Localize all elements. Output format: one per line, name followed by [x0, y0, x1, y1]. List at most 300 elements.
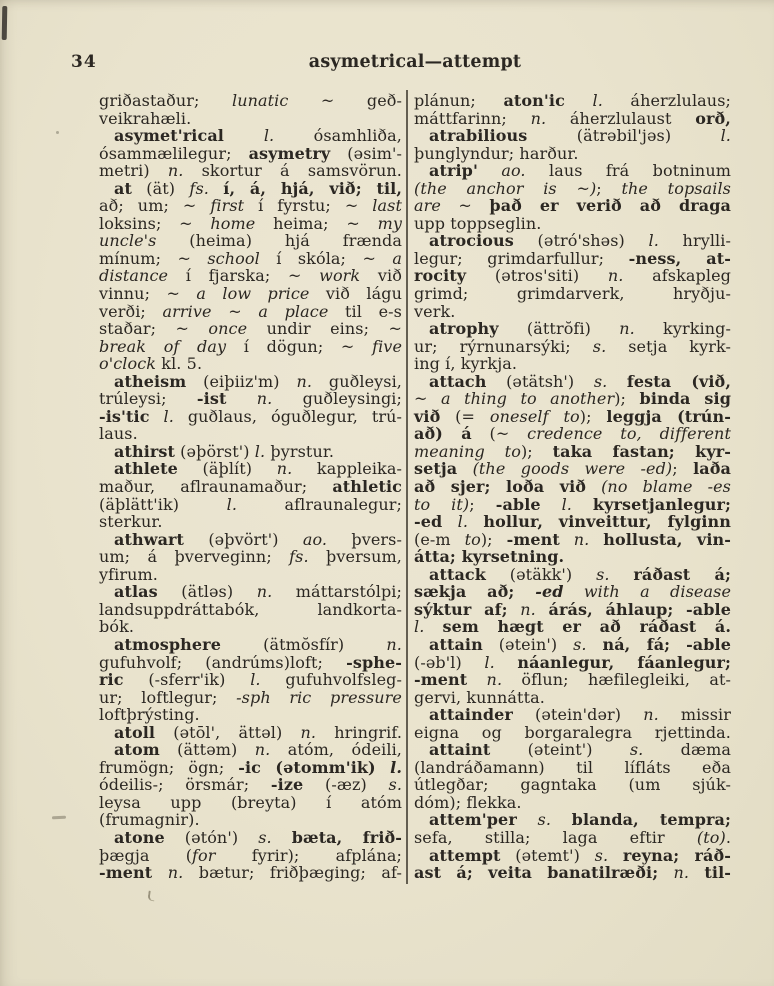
- text-segment: athwart: [114, 529, 185, 549]
- text-segment: þægja (: [99, 845, 193, 865]
- text-segment: (ətōl', ättəl): [155, 722, 301, 742]
- dictionary-line: [414, 162, 731, 180]
- text-segment: öflun; hæfilegleiki, at-: [502, 670, 731, 690]
- dictionary-line: [99, 162, 402, 180]
- dictionary-line: [414, 654, 731, 672]
- dictionary-line: [414, 583, 731, 601]
- text-segment: heima; ~: [255, 213, 378, 233]
- scan-speck: [56, 131, 59, 134]
- text-segment: festa (við,: [626, 371, 732, 391]
- dictionary-line: [414, 338, 731, 356]
- text-segment: kappleika-: [292, 459, 402, 479]
- text-segment: -ed: [414, 512, 443, 532]
- dictionary-line: [99, 320, 402, 338]
- dictionary-line: [99, 864, 402, 882]
- text-segment: í, á, hjá, við; til,: [223, 178, 403, 198]
- text-segment: hringrif.: [316, 722, 402, 742]
- dictionary-line: [99, 250, 402, 268]
- text-segment: áherzlulaust: [546, 108, 696, 128]
- text-segment: í fyrstu; ~: [244, 196, 373, 216]
- text-segment: -ic: [238, 757, 262, 777]
- dictionary-line: [99, 145, 402, 163]
- text-segment: oneself to: [489, 406, 580, 426]
- text-segment: árás, áhlaup;: [535, 599, 687, 619]
- text-segment: -able: [495, 494, 541, 514]
- text-segment: trúleysi;: [99, 389, 197, 409]
- text-segment: atrophy: [429, 319, 499, 339]
- text-segment: guðleysi,: [312, 371, 402, 391]
- text-segment: sterkur.: [99, 512, 163, 532]
- text-segment: meaning to: [414, 441, 521, 461]
- text-segment: ;: [596, 178, 622, 198]
- text-segment: laus.: [99, 424, 138, 444]
- text-segment: to: [464, 529, 481, 549]
- text-segment: ur; loftlegur;: [99, 687, 237, 707]
- text-segment: athlete: [114, 459, 178, 479]
- text-segment: (ätrəbil'jəs): [527, 126, 721, 146]
- text-segment: credence to,: [527, 424, 642, 444]
- text-segment: );: [480, 529, 507, 549]
- text-segment: náanlegur, fáanlegur;: [517, 652, 732, 672]
- text-segment: sækja að;: [414, 582, 536, 602]
- text-segment: [589, 530, 603, 549]
- text-segment: l.: [457, 512, 469, 532]
- text-segment: átta; kyrsetning.: [414, 547, 565, 567]
- dictionary-line: [414, 689, 731, 707]
- text-segment: (~: [471, 424, 528, 444]
- dictionary-line: [414, 478, 731, 496]
- text-segment: laus frá botninum: [525, 161, 731, 181]
- text-segment: verði;: [99, 301, 163, 321]
- text-segment: n.: [256, 389, 273, 409]
- dictionary-line: [99, 303, 402, 321]
- dictionary-line: [414, 373, 731, 391]
- text-segment: l.: [648, 231, 659, 251]
- text-segment: atlas: [114, 582, 158, 602]
- text-segment: í dögun; ~: [226, 336, 373, 356]
- dictionary-line: [414, 250, 731, 268]
- text-segment: atone: [114, 827, 165, 847]
- text-segment: n.: [167, 863, 184, 883]
- text-segment: kyrking-: [634, 319, 731, 339]
- text-segment: (eiþiiz'm): [186, 371, 297, 391]
- text-segment: við: [414, 406, 441, 426]
- text-segment: (=: [440, 406, 490, 426]
- text-segment: [587, 635, 603, 654]
- text-segment: ur; rýrnunarsýki;: [414, 336, 593, 356]
- text-segment: staðar; ~: [99, 319, 209, 339]
- dictionary-line: [99, 197, 402, 215]
- dictionary-line: [99, 127, 402, 145]
- text-segment: athirst: [114, 441, 175, 461]
- text-segment: [564, 582, 584, 601]
- text-segment: a place: [258, 301, 329, 321]
- text-segment: );: [614, 389, 640, 409]
- text-segment: l.: [250, 670, 261, 690]
- text-segment: home: [210, 213, 256, 233]
- text-segment: n.: [619, 319, 635, 339]
- text-segment: [226, 389, 256, 408]
- text-segment: (ətros'siti): [466, 266, 608, 286]
- text-segment: break of day: [99, 336, 227, 356]
- text-segment: -ist: [196, 389, 227, 409]
- text-segment: guðleysingi;: [272, 389, 403, 409]
- dictionary-line: [99, 92, 402, 110]
- dictionary-line: [99, 215, 402, 233]
- dictionary-line: [99, 548, 402, 566]
- text-segment: lunatic: [231, 91, 289, 110]
- dictionary-line: [414, 320, 731, 338]
- text-segment: s.: [594, 845, 609, 865]
- text-segment: (ətón'): [164, 827, 259, 847]
- text-segment: atom: [114, 740, 160, 760]
- dictionary-line: [99, 496, 402, 514]
- text-segment: athletic: [332, 477, 402, 497]
- dictionary-line: [99, 741, 402, 759]
- text-segment: ósamhliða,: [274, 126, 402, 146]
- text-segment: (ətemt'): [500, 845, 595, 865]
- text-segment: kl. 5.: [156, 354, 203, 374]
- text-segment: ~: [211, 301, 259, 321]
- text-segment: (-æz): [303, 775, 389, 795]
- text-segment: að; um; ~: [99, 196, 211, 216]
- text-segment: (ətró'shəs): [513, 231, 649, 251]
- dictionary-line: [99, 776, 402, 794]
- dictionary-line: [414, 636, 731, 654]
- dictionary-line: [414, 145, 731, 163]
- text-segment: (heima) hjá frænda: [156, 231, 402, 251]
- text-segment: n.: [254, 740, 271, 760]
- text-segment: -ness, at-: [628, 248, 731, 268]
- text-segment: ráðast á;: [633, 564, 731, 584]
- text-segment: ric: [99, 670, 124, 690]
- scan-speck: [147, 891, 155, 902]
- text-segment: s.: [596, 564, 610, 584]
- text-segment: [468, 512, 483, 531]
- dictionary-line: [99, 338, 402, 356]
- text-segment: -ment: [506, 529, 560, 549]
- text-segment: n.: [256, 582, 273, 602]
- text-segment: distance: [99, 266, 169, 286]
- text-segment: hollur, vinveittur, fylginn: [483, 512, 732, 532]
- text-segment: aflraunalegur;: [237, 494, 403, 514]
- text-segment: máttarstólpi;: [272, 582, 402, 602]
- text-segment: blanda, tempra;: [571, 810, 731, 830]
- text-segment: l.: [163, 406, 174, 426]
- text-segment: taka fastan; kyr-: [552, 441, 731, 461]
- text-segment: (-əb'l): [414, 652, 485, 672]
- text-segment: landsuppdráttabók, landkorta-: [99, 599, 402, 619]
- scan-edge-artifact: [2, 6, 8, 40]
- text-segment: [150, 407, 164, 426]
- text-segment: first: [210, 196, 245, 216]
- dictionary-line: [414, 92, 731, 110]
- text-segment: atrip': [429, 161, 478, 181]
- text-segment: það er verið að draga: [489, 196, 731, 216]
- text-segment: (äþlätt'ik): [99, 494, 227, 514]
- text-segment: guðlaus, óguðlegur, trú-: [173, 406, 403, 426]
- dictionary-line: [414, 215, 731, 233]
- dictionary-line: [414, 566, 731, 584]
- text-segment: l.: [390, 757, 402, 777]
- text-segment: to it): [414, 494, 470, 514]
- dictionary-line: [99, 373, 402, 391]
- text-segment: n.: [530, 108, 547, 128]
- dictionary-line: [414, 110, 731, 128]
- text-segment: (no blame -es: [601, 477, 731, 497]
- text-segment: [541, 495, 562, 514]
- dictionary-line: [414, 408, 731, 426]
- text-segment: til e-s: [328, 301, 402, 321]
- text-segment: um; á þverveginn;: [99, 547, 290, 567]
- dictionary-line: [414, 847, 731, 865]
- text-segment: (to): [696, 827, 726, 847]
- dictionary-line: [99, 601, 402, 619]
- text-segment: l.: [484, 652, 495, 672]
- text-segment: n.: [643, 705, 659, 725]
- text-segment: að) á: [414, 424, 472, 444]
- text-segment: sýktur af;: [414, 599, 521, 619]
- text-segment: different: [659, 424, 731, 444]
- dictionary-line: [414, 285, 731, 303]
- dictionary-line: [99, 636, 402, 654]
- text-segment: -able: [686, 634, 732, 654]
- dictionary-line: [99, 794, 402, 812]
- text-segment: í skóla; ~: [259, 248, 393, 268]
- text-segment: atheism: [114, 371, 187, 391]
- text-segment: -ed: [535, 582, 564, 602]
- text-segment: orð,: [695, 108, 731, 128]
- right-column: [414, 92, 731, 882]
- text-segment: [551, 810, 572, 829]
- text-segment: attack: [429, 564, 486, 584]
- text-segment: fs.: [289, 547, 309, 567]
- dictionary-line: [99, 566, 402, 584]
- text-segment: );: [579, 406, 607, 426]
- text-segment: n.: [573, 529, 590, 549]
- dictionary-line: [414, 618, 731, 636]
- text-segment: a thing to another: [440, 389, 615, 409]
- dictionary-line: [99, 110, 402, 128]
- dictionary-line: [99, 425, 402, 443]
- dictionary-line: [414, 355, 731, 373]
- dictionary-line: [414, 460, 731, 478]
- text-segment: ~ geð-: [288, 91, 402, 110]
- text-segment: [642, 424, 660, 443]
- dictionary-line: [99, 654, 402, 672]
- dictionary-line: [414, 443, 731, 461]
- text-segment: -is'tic: [99, 406, 150, 426]
- text-segment: n.: [167, 161, 184, 181]
- text-segment: a low price: [196, 284, 310, 304]
- text-segment: l.: [254, 441, 266, 461]
- dictionary-line: [99, 829, 402, 847]
- text-segment: attem'per: [429, 810, 517, 830]
- dictionary-line: [414, 741, 731, 759]
- text-segment: [495, 653, 518, 672]
- dictionary-line: [99, 232, 402, 250]
- text-segment: (ətomm'ik): [261, 757, 391, 777]
- dictionary-line: [414, 513, 731, 531]
- text-segment: (ätmŏsfír): [220, 634, 387, 654]
- text-segment: við lágu: [309, 284, 402, 304]
- text-segment: (ät): [131, 178, 190, 198]
- dictionary-line: [414, 180, 731, 198]
- text-segment: laða: [693, 459, 731, 479]
- text-segment: leggja (trún-: [606, 406, 731, 426]
- text-segment: l.: [592, 91, 603, 110]
- text-segment: sem hægt er að ráðast á.: [442, 617, 731, 637]
- dictionary-line: [99, 408, 402, 426]
- text-segment: metri): [99, 161, 168, 181]
- text-segment: five: [372, 336, 403, 356]
- text-segment: undir eins; ~: [247, 319, 402, 339]
- text-segment: maður, aflraunamaður;: [99, 477, 333, 497]
- text-segment: (ättrŏfi): [498, 319, 620, 339]
- text-segment: [478, 161, 501, 180]
- text-segment: n.: [300, 722, 317, 742]
- text-segment: atóm, ódeili,: [270, 740, 402, 760]
- text-segment: grimd; grimdarverk, hryðju-: [414, 284, 731, 304]
- text-segment: l.: [561, 494, 572, 514]
- dictionary-line: [414, 706, 731, 724]
- text-segment: -sphe-: [346, 652, 402, 672]
- text-segment: afskapleg: [623, 266, 731, 286]
- text-segment: [517, 810, 538, 829]
- text-segment: [607, 372, 627, 391]
- text-segment: frumögn; ögn;: [99, 757, 239, 777]
- text-segment: gervi, kunnátta.: [414, 687, 545, 707]
- text-segment: hollusta, vin-: [603, 529, 731, 549]
- text-segment: [467, 670, 486, 689]
- text-segment: with a disease: [583, 582, 732, 602]
- dictionary-line: [99, 618, 402, 636]
- text-segment: mínum; ~: [99, 248, 208, 268]
- dictionary-line: [99, 355, 402, 373]
- text-segment: griðastaður;: [99, 91, 232, 110]
- text-segment: n.: [520, 599, 536, 619]
- text-segment: n.: [276, 459, 293, 479]
- text-segment: -ize: [270, 775, 304, 795]
- text-segment: skortur á samsvörun.: [183, 161, 402, 181]
- dictionary-line: [99, 671, 402, 689]
- dictionary-line: [414, 232, 731, 250]
- text-segment: þunglyndur; harður.: [414, 143, 579, 163]
- text-segment: [209, 179, 223, 198]
- text-segment: n.: [607, 266, 624, 286]
- text-segment: atmosphere: [114, 634, 221, 654]
- text-segment: attain: [429, 634, 483, 654]
- text-segment: eigna og borgaralegra rjettinda.: [414, 722, 731, 742]
- text-segment: (ətätsh'): [486, 371, 594, 391]
- text-segment: (əteint'): [490, 740, 630, 760]
- dictionary-line: [99, 285, 402, 303]
- text-segment: -sph ric pressure: [236, 687, 402, 707]
- text-segment: ~: [440, 196, 490, 216]
- text-segment: [442, 512, 457, 531]
- text-segment: plánun;: [414, 91, 504, 110]
- text-segment: aton'ic: [503, 91, 565, 110]
- text-segment: [424, 617, 442, 636]
- dictionary-line: [99, 267, 402, 285]
- text-segment: at: [114, 178, 132, 198]
- text-segment: [670, 635, 686, 654]
- text-segment: [565, 91, 593, 110]
- text-segment: (e-m: [414, 529, 465, 549]
- text-segment: [608, 846, 623, 865]
- text-segment: í fjarska; ~: [168, 266, 320, 286]
- text-segment: sefa, stilla; laga eftir: [414, 827, 697, 847]
- text-segment: (əþvört'): [184, 529, 303, 549]
- text-segment: once: [208, 319, 248, 339]
- text-segment: ~: [414, 389, 441, 409]
- text-segment: rocity: [414, 266, 467, 286]
- text-segment: s.: [388, 775, 403, 795]
- text-segment: (äþlít): [177, 459, 277, 479]
- text-segment: [610, 565, 634, 584]
- text-segment: ;: [469, 494, 496, 514]
- dictionary-line: [99, 460, 402, 478]
- text-segment: for: [192, 845, 216, 865]
- text-segment: legur; grimdarfullur;: [414, 248, 629, 268]
- text-segment: uncle's: [99, 231, 157, 251]
- dictionary-line: [99, 478, 402, 496]
- text-segment: verk.: [414, 301, 456, 321]
- dictionary-line: [99, 390, 402, 408]
- dictionary-line: [99, 531, 402, 549]
- text-segment: (-sferr'ik): [123, 670, 251, 690]
- dictionary-line: [99, 180, 402, 198]
- text-segment: að sjer; loða við: [414, 477, 587, 497]
- text-segment: [152, 863, 167, 882]
- text-segment: gufuhvolfsleg-: [260, 670, 402, 690]
- text-segment: missir: [658, 705, 731, 725]
- text-segment: útlegðar; gagntaka (um sjúk-: [414, 775, 731, 795]
- text-segment: ;: [672, 459, 694, 479]
- dictionary-line: [414, 671, 731, 689]
- text-segment: veikrahæli.: [99, 108, 192, 128]
- text-segment: til-: [689, 863, 731, 883]
- text-segment: ao.: [501, 161, 526, 181]
- text-segment: are: [414, 196, 441, 216]
- text-segment: asymet'rical: [114, 126, 264, 146]
- text-segment: l.: [226, 494, 238, 514]
- text-segment: bætur; friðþæging; af-: [183, 863, 402, 883]
- text-segment: binda sig: [639, 389, 732, 409]
- text-segment: l.: [263, 126, 275, 146]
- dictionary-line: [99, 689, 402, 707]
- dictionary-line: [414, 601, 731, 619]
- text-segment: atrabilious: [429, 126, 528, 146]
- dictionary-line: [99, 724, 402, 742]
- text-segment: bók.: [99, 617, 135, 637]
- dictionary-line: [414, 425, 731, 443]
- text-segment: (ətein'): [482, 634, 574, 654]
- text-segment: [272, 828, 292, 847]
- text-segment: atoll: [114, 722, 156, 742]
- dictionary-line: [414, 776, 731, 794]
- text-segment: asymetry: [248, 143, 331, 163]
- text-segment: reyna; ráð-: [622, 845, 732, 865]
- text-segment: s.: [592, 336, 607, 356]
- text-segment: o'clock: [99, 354, 157, 374]
- dictionary-line: [414, 197, 731, 215]
- text-segment: (əsim'-: [330, 143, 402, 163]
- text-segment: (ətäkk'): [485, 564, 597, 584]
- text-segment: n.: [486, 670, 503, 690]
- text-segment: a: [392, 248, 402, 268]
- text-segment: );: [520, 441, 553, 461]
